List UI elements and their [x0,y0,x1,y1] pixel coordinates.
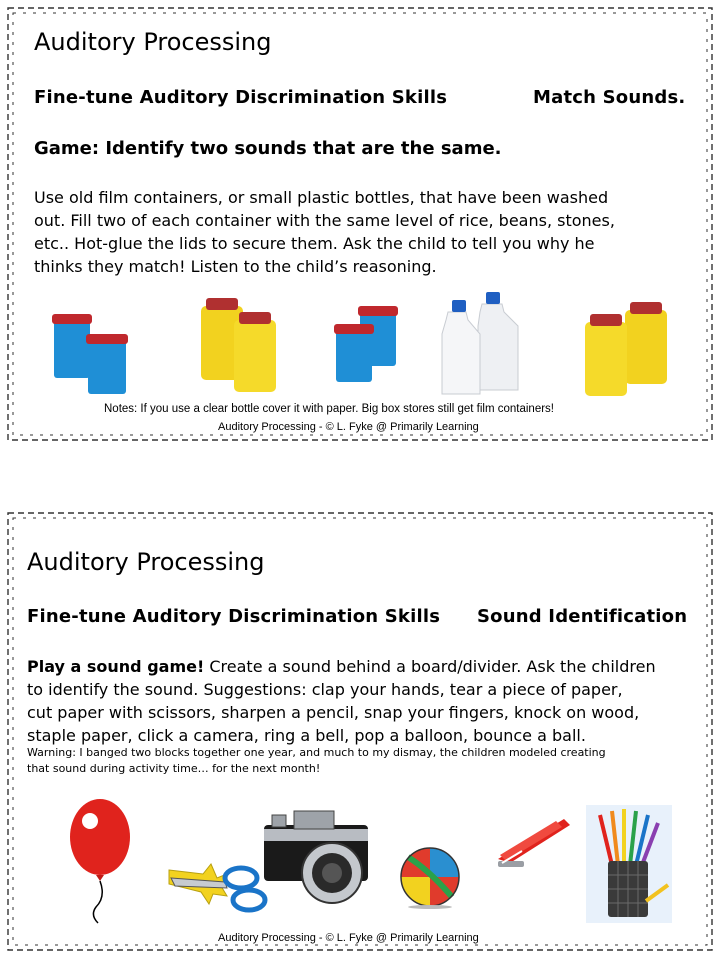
skill-heading: Fine-tune Auditory Discrimination Skills [27,606,441,627]
instructions [27,655,656,747]
blue-film-containers-image [332,306,402,386]
instruction-line: thinks they match! Listen to the child’s reasoning. [34,257,437,276]
instruction-line: cut paper with scissors, sharpen a pencil, snap your fingers, knock on wood, [27,703,640,722]
blue-film-containers-image [48,310,133,400]
card-title: Auditory Processing [27,548,265,576]
camera-image [258,801,374,913]
activity-card-match-sounds [0,0,720,448]
instruction-line: staple paper, click a camera, ring a bell, pop a balloon, bounce a ball. [27,726,586,745]
warning-text [27,745,606,777]
activity-card-sound-identification [0,505,720,960]
game-heading: Game: Identify two sounds that are the same. [34,138,502,159]
instruction-line: Use old film containers, or small plastic bottles, that have been washed [34,188,609,207]
instruction-line: etc.. Hot-glue the lids to secure them. Ask the child to tell you why he [34,234,595,253]
balloon-image [66,797,136,927]
ball-image [398,845,462,909]
skill-heading: Fine-tune Auditory Discrimination Skills [34,87,448,108]
instructions [34,186,615,278]
notes-text: Notes: If you use a clear bottle cover it with paper. Big box stores still get film containers! [104,403,554,415]
footer-credit: Auditory Processing - © L. Fyke @ Primarily Learning [218,421,479,433]
yellow-bottles-image [583,302,671,398]
yellow-bottles-image [198,296,280,396]
warning-line: Warning: I banged two blocks together one year, and much to my dismay, the children modeled creating [27,746,606,759]
instruction-line: to identify the sound. Suggestions: clap your hands, tear a piece of paper, [27,680,623,699]
pencils-cup-image [586,805,672,923]
instruction-line: out. Fill two of each container with the same level of rice, beans, stones, [34,211,615,230]
stapler-image [494,811,574,871]
warning-line: that sound during activity time… for the next month! [27,762,321,775]
skill-focus: Sound Identification [477,606,688,627]
skill-focus: Match Sounds. [533,87,686,108]
intro-bold: Play a sound game! [27,657,205,676]
instruction-line [27,655,656,678]
instruction-text: Create a sound behind a board/divider. Ask the children [204,657,656,676]
white-bottles-image [440,290,526,398]
footer-credit: Auditory Processing - © L. Fyke @ Primarily Learning [218,932,479,944]
card-title: Auditory Processing [34,28,272,56]
